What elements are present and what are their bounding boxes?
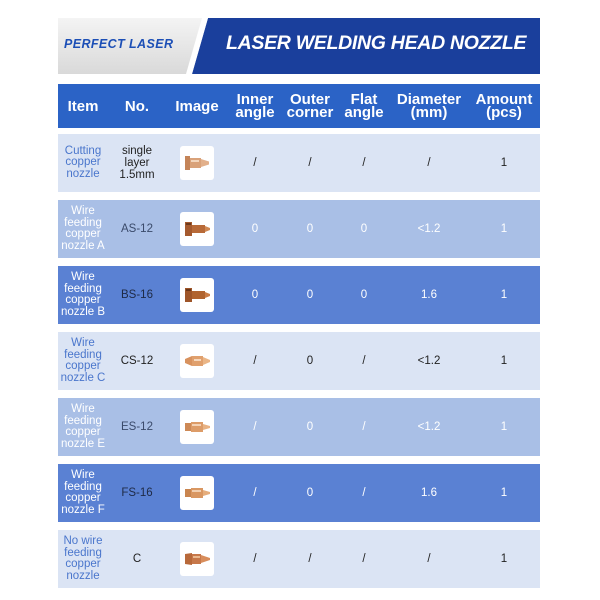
title-banner [58,18,540,74]
table-row [58,398,540,456]
outer-corner-cell: / [308,157,312,169]
diameter-cell: <1.2 [417,355,441,367]
diameter-cell: 1.6 [421,487,437,499]
outer-corner-cell: 0 [306,355,314,367]
amount-cell: 1 [500,355,508,367]
model-number-cell: ES-12 [121,421,153,433]
image-cell [166,200,228,258]
flat-angle-cell: 0 [360,223,368,235]
diameter-cell: 1.6 [421,289,437,301]
flat-angle-cell: / [362,157,366,169]
outer-corner-cell: 0 [306,223,314,235]
model-number-cell: C [132,553,142,565]
header-image: Image [175,97,219,115]
image-cell [166,134,228,192]
inner-angle-cell: / [253,157,257,169]
wire-nozzle-f-icon [180,476,214,510]
no-wire-nozzle-icon [180,542,214,576]
wire-nozzle-c-icon [180,344,214,378]
flat-angle-cell: / [362,487,366,499]
table-row [58,200,540,258]
header-diameter: Diameter (mm) [396,91,462,121]
header-flat-angle: Flat angle [344,91,384,121]
inner-angle-cell: / [253,421,257,433]
outer-corner-cell: 0 [306,421,314,433]
inner-angle-cell: / [253,553,257,565]
table-row [58,464,540,522]
flat-angle-cell: 0 [360,289,368,301]
table-header [58,84,540,128]
table-row [58,266,540,324]
flat-angle-cell: / [362,553,366,565]
outer-corner-cell: 0 [306,289,314,301]
model-number-cell: FS-16 [121,487,153,499]
image-cell [166,332,228,390]
nozzle-table [58,84,540,588]
brand-logo: PERFECT LASER [64,37,174,51]
amount-cell: 1 [500,487,508,499]
item-cell: Wire feeding copper nozzle B [60,271,106,318]
image-cell [166,530,228,588]
outer-corner-cell: 0 [306,487,314,499]
flat-angle-cell: / [362,355,366,367]
diameter-cell: <1.2 [417,223,441,235]
image-cell [166,464,228,522]
header-outer-corner: Outer corner [286,91,334,121]
wire-nozzle-a-icon [180,212,214,246]
item-cell: Wire feeding copper nozzle F [61,469,105,516]
diameter-cell: / [427,157,431,169]
inner-angle-cell: / [253,487,257,499]
table-row [58,332,540,390]
item-cell: No wire feeding copper nozzle [63,535,103,582]
item-cell: Wire feeding copper nozzle E [60,403,106,450]
outer-corner-cell: / [308,553,312,565]
wire-nozzle-b-icon [180,278,214,312]
header-no: No. [124,97,150,115]
header-inner-angle: Inner angle [235,91,275,121]
model-number-cell: BS-16 [121,289,153,301]
page-title: LASER WELDING HEAD NOZZLE [226,32,527,54]
amount-cell: 1 [500,289,508,301]
cutting-nozzle-icon [180,146,214,180]
model-number-cell: CS-12 [120,355,154,367]
inner-angle-cell: 0 [251,223,259,235]
wire-nozzle-e-icon [180,410,214,444]
image-cell [166,398,228,456]
table-row [58,530,540,588]
amount-cell: 1 [500,157,508,169]
inner-angle-cell: / [253,355,257,367]
item-cell: Wire feeding copper nozzle A [61,205,105,252]
image-cell [166,266,228,324]
table-row [58,134,540,192]
item-cell: Wire feeding copper nozzle C [60,337,106,384]
diameter-cell: / [427,553,431,565]
header-item: Item [67,97,99,115]
model-number-cell: AS-12 [121,223,153,235]
flat-angle-cell: / [362,421,366,433]
inner-angle-cell: 0 [251,289,259,301]
amount-cell: 1 [500,223,508,235]
amount-cell: 1 [500,421,508,433]
item-cell: Cutting copper nozzle [64,144,102,180]
model-number-cell: single layer 1.5mm [119,145,155,181]
diameter-cell: <1.2 [417,421,441,433]
header-amount: Amount (pcs) [475,91,533,121]
amount-cell: 1 [500,553,508,565]
